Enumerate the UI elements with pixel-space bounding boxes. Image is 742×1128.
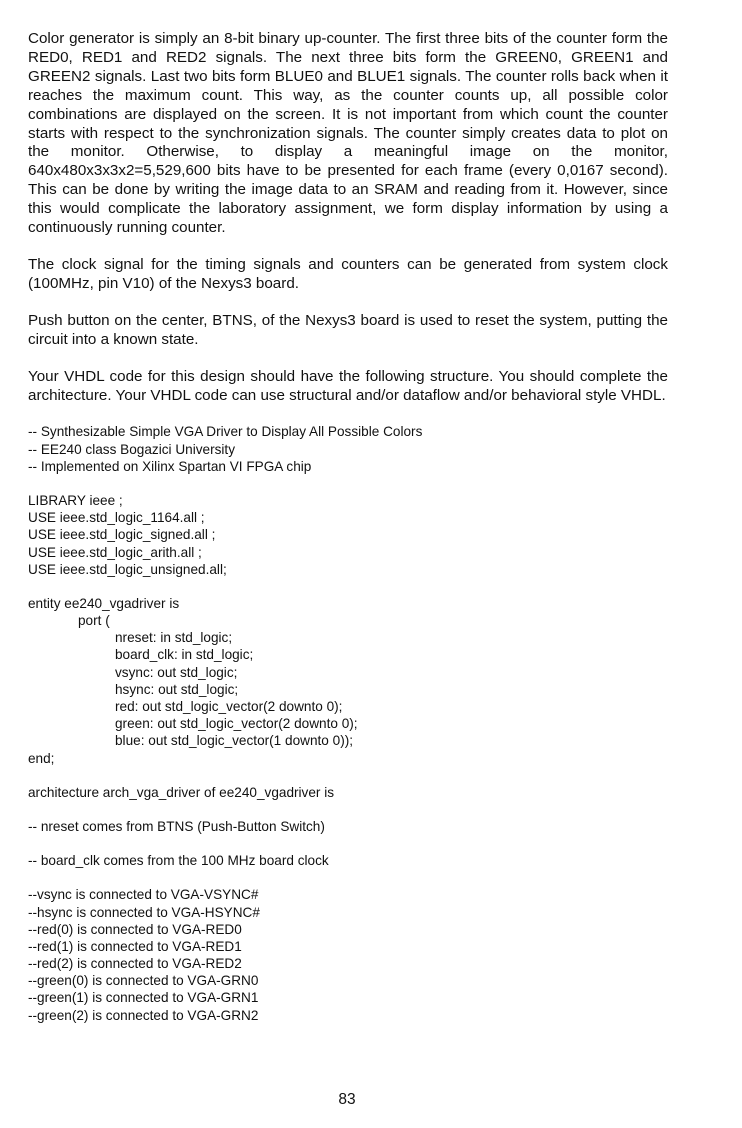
code-library-declarations [28,492,668,578]
code-line: nreset: in std_logic; [115,630,233,646]
code-line: -- Implemented on Xilinx Spartan VI FPGA chip [28,458,312,474]
code-line: LIBRARY ieee ; [28,492,123,508]
code-line: --red(1) is connected to VGA-RED1 [28,938,242,954]
code-line: vsync: out std_logic; [115,664,238,680]
paragraph-clock-signal: The clock signal for the timing signals and counters can be generated from system clock (100MHz, pin V10) of the Nexys3 board. [28,255,668,292]
code-line: --red(0) is connected to VGA-RED0 [28,921,242,937]
code-line: architecture arch_vga_driver of ee240_vgadriver is [28,784,335,800]
paragraph-push-button: Push button on the center, BTNS, of the Nexys3 board is used to reset the system, putting the circuit into a known state. [28,311,668,348]
code-line: hsync: out std_logic; [115,681,239,697]
code-header-comments [28,423,668,475]
code-line: red: out std_logic_vector(2 downto 0); [115,699,343,715]
code-comment-clk [28,852,668,869]
code-entity-declaration [28,595,668,767]
code-line: --vsync is connected to VGA-VSYNC# [28,887,259,903]
code-line: USE ieee.std_logic_arith.all ; [28,544,202,560]
code-architecture [28,784,668,801]
code-line: --green(1) is connected to VGA-GRN1 [28,990,259,1006]
code-line: --red(2) is connected to VGA-RED2 [28,956,242,972]
page-number: 83 [338,1091,356,1108]
code-line: board_clk: in std_logic; [115,647,254,663]
document-page [28,30,668,1041]
code-line: -- board_clk comes from the 100 MHz board clock [28,853,329,869]
code-line: USE ieee.std_logic_1164.all ; [28,510,205,526]
code-line: --green(0) is connected to VGA-GRN0 [28,973,259,989]
code-line: blue: out std_logic_vector(1 downto 0)); [115,733,354,749]
code-connection-comments [28,886,668,1024]
code-line: port ( [78,613,110,629]
code-comment-nreset [28,818,668,835]
code-line: -- EE240 class Bogazici University [28,441,235,457]
code-line: --hsync is connected to VGA-HSYNC# [28,904,260,920]
code-line: end; [28,750,55,766]
paragraph-color-generator: Color generator is simply an 8-bit binary up-counter. The first three bits of the counter form the RED0, RED1 and RED2 signals. The next three bits form the GREEN0, GREEN1 and GREEN2 signals. Last two bits form BLUE0 and BLUE1 signals. The counter rolls back when it reaches the maximum count. This way, as the counter counts up, all possible color combinations are displayed on the screen. It is not important from which count the counter starts with respect to the synchronization signals. The counter simply creates data to plot on the monitor. Otherwise, to display a meaningful image on the monitor, 640x480x3x3x2=5,529,600 bits have to be presented for each frame (every 0,0167 second). This can be done by writing the image data to an SRAM and reading from it. However, since this would complicate the laboratory assignment, we form display information by using a continuously running counter. [28,30,668,237]
code-line: USE ieee.std_logic_unsigned.all; [28,561,227,577]
code-line: -- nreset comes from BTNS (Push-Button Switch) [28,818,325,834]
code-line: --green(2) is connected to VGA-GRN2 [28,1007,259,1023]
code-line: entity ee240_vgadriver is [28,595,180,611]
code-line: green: out std_logic_vector(2 downto 0); [115,716,358,732]
code-line: USE ieee.std_logic_signed.all ; [28,527,216,543]
code-line: -- Synthesizable Simple VGA Driver to Display All Possible Colors [28,424,423,440]
paragraph-vhdl-structure: Your VHDL code for this design should have the following structure. You should complete the architecture. Your VHDL code can use structural and/or dataflow and/or behavioral style VHDL. [28,367,668,404]
